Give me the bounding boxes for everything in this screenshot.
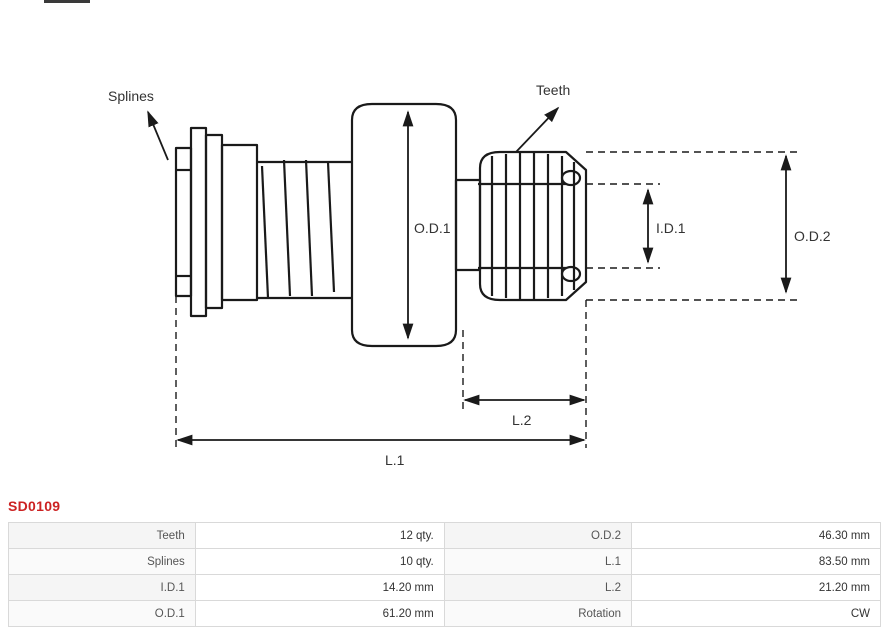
spec-label-l2: L.2 — [444, 575, 631, 601]
spec-label-od1: O.D.1 — [9, 601, 196, 627]
spec-value-rotation: CW — [632, 601, 881, 627]
spec-label-rotation: Rotation — [444, 601, 631, 627]
label-od1: O.D.1 — [414, 220, 451, 236]
table-row — [9, 523, 881, 549]
spec-value-od1: 61.20 mm — [195, 601, 444, 627]
spec-label-id1: I.D.1 — [9, 575, 196, 601]
spec-label-teeth: Teeth — [9, 523, 196, 549]
spec-label-splines: Splines — [9, 549, 196, 575]
table-row — [9, 549, 881, 575]
label-splines: Splines — [108, 88, 154, 104]
teeth-callout — [516, 108, 558, 152]
spec-value-l1: 83.50 mm — [632, 549, 881, 575]
spec-label-l1: L.1 — [444, 549, 631, 575]
spec-value-l2: 21.20 mm — [632, 575, 881, 601]
drive-body-outline — [176, 104, 586, 346]
spec-value-od2: 46.30 mm — [632, 523, 881, 549]
part-number: SD0109 — [8, 498, 61, 514]
label-teeth: Teeth — [536, 82, 571, 98]
table-row — [9, 575, 881, 601]
od2-dimension-ext — [586, 152, 800, 300]
label-id1: I.D.1 — [656, 220, 686, 236]
table-row — [9, 601, 881, 627]
label-l1: L.1 — [385, 452, 405, 468]
spec-label-od2: O.D.2 — [444, 523, 631, 549]
spec-value-splines: 10 qty. — [195, 549, 444, 575]
label-od2: O.D.2 — [794, 228, 831, 244]
specifications-table — [8, 522, 881, 627]
splines-callout — [148, 112, 168, 160]
spec-value-teeth: 12 qty. — [195, 523, 444, 549]
spec-value-id1: 14.20 mm — [195, 575, 444, 601]
label-l2: L.2 — [512, 412, 532, 428]
